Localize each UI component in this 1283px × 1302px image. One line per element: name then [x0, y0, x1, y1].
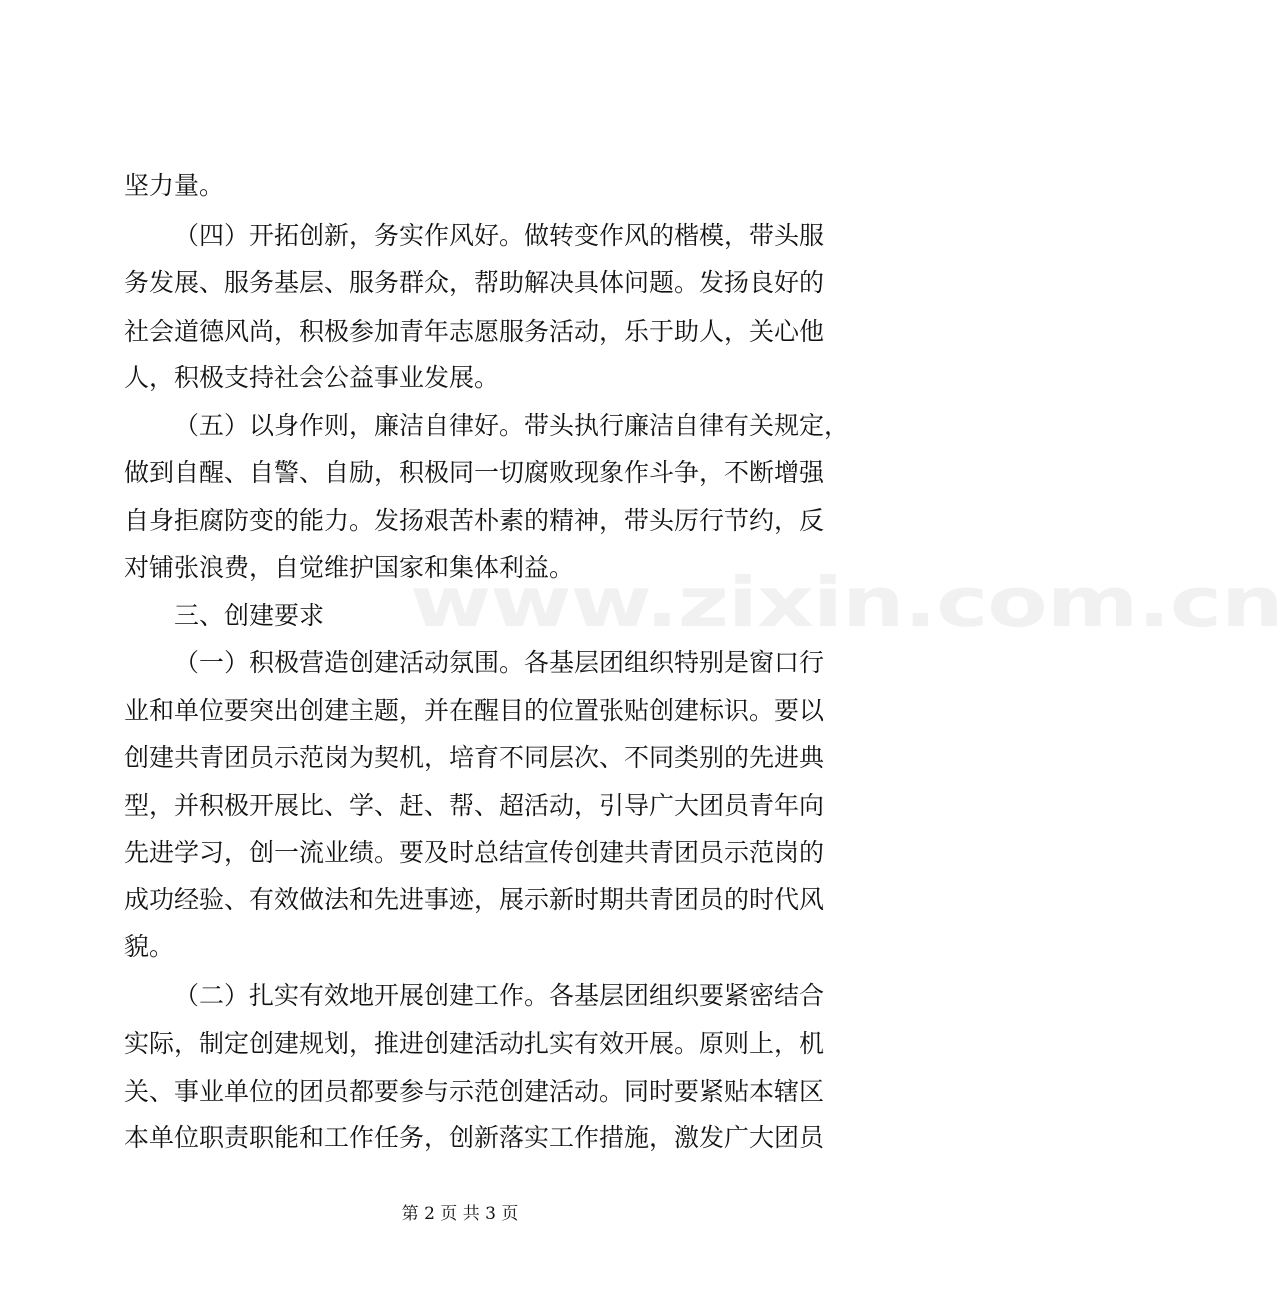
text-line: 自身拒腐防变的能力。发扬艰苦朴素的精神，带头厉行节约，反 [124, 506, 825, 535]
text-line: 坚力量。 [124, 171, 225, 200]
text-line: 关、事业单位的团员都要参与示范创建活动。同时要紧贴本辖区 [124, 1077, 825, 1106]
paragraph-two-heading: （二）扎实有效地开展创建工作。各基层团组织要紧密结合 [174, 981, 825, 1010]
text-line: 务发展、服务基层、服务群众，帮助解决具体问题。发扬良好的 [124, 268, 825, 297]
section-heading: 三、创建要求 [174, 601, 325, 630]
text-line: 貌。 [124, 932, 175, 961]
text-line: 人，积极支持社会公益事业发展。 [124, 363, 500, 392]
text-line: 本单位职责职能和工作任务，创新落实工作措施，激发广大团员 [124, 1123, 825, 1152]
text-line: 做到自醒、自警、自励，积极同一切腐败现象作斗争，不断增强 [124, 458, 825, 487]
paragraph-one-heading: （一）积极营造创建活动氛围。各基层团组织特别是窗口行 [174, 648, 825, 677]
text-line: 业和单位要突出创建主题，并在醒目的位置张贴创建标识。要以 [124, 696, 825, 725]
paragraph-five-heading: （五）以身作则，廉洁自律好。带头执行廉洁自律有关规定， [174, 411, 850, 440]
text-line: 成功经验、有效做法和先进事迹，展示新时期共青团员的时代风 [124, 885, 825, 914]
text-line: 创建共青团员示范岗为契机，培育不同层次、不同类别的先进典 [124, 743, 825, 772]
text-line: 实际，制定创建规划，推进创建活动扎实有效开展。原则上，机 [124, 1029, 825, 1058]
page-footer: 第 2 页 共 3 页 [401, 1204, 519, 1224]
text-line: 型，并积极开展比、学、赶、帮、超活动，引导广大团员青年向 [124, 791, 825, 820]
paragraph-four-heading: （四）开拓创新，务实作风好。做转变作风的楷模，带头服 [174, 221, 825, 250]
text-line: 对铺张浪费，自觉维护国家和集体利益。 [124, 553, 575, 582]
watermark: www.zixin.com.cn [410, 562, 1283, 643]
text-line: 先进学习，创一流业绩。要及时总结宣传创建共青团员示范岗的 [124, 838, 825, 867]
text-line: 社会道德风尚，积极参加青年志愿服务活动，乐于助人，关心他 [124, 317, 825, 346]
